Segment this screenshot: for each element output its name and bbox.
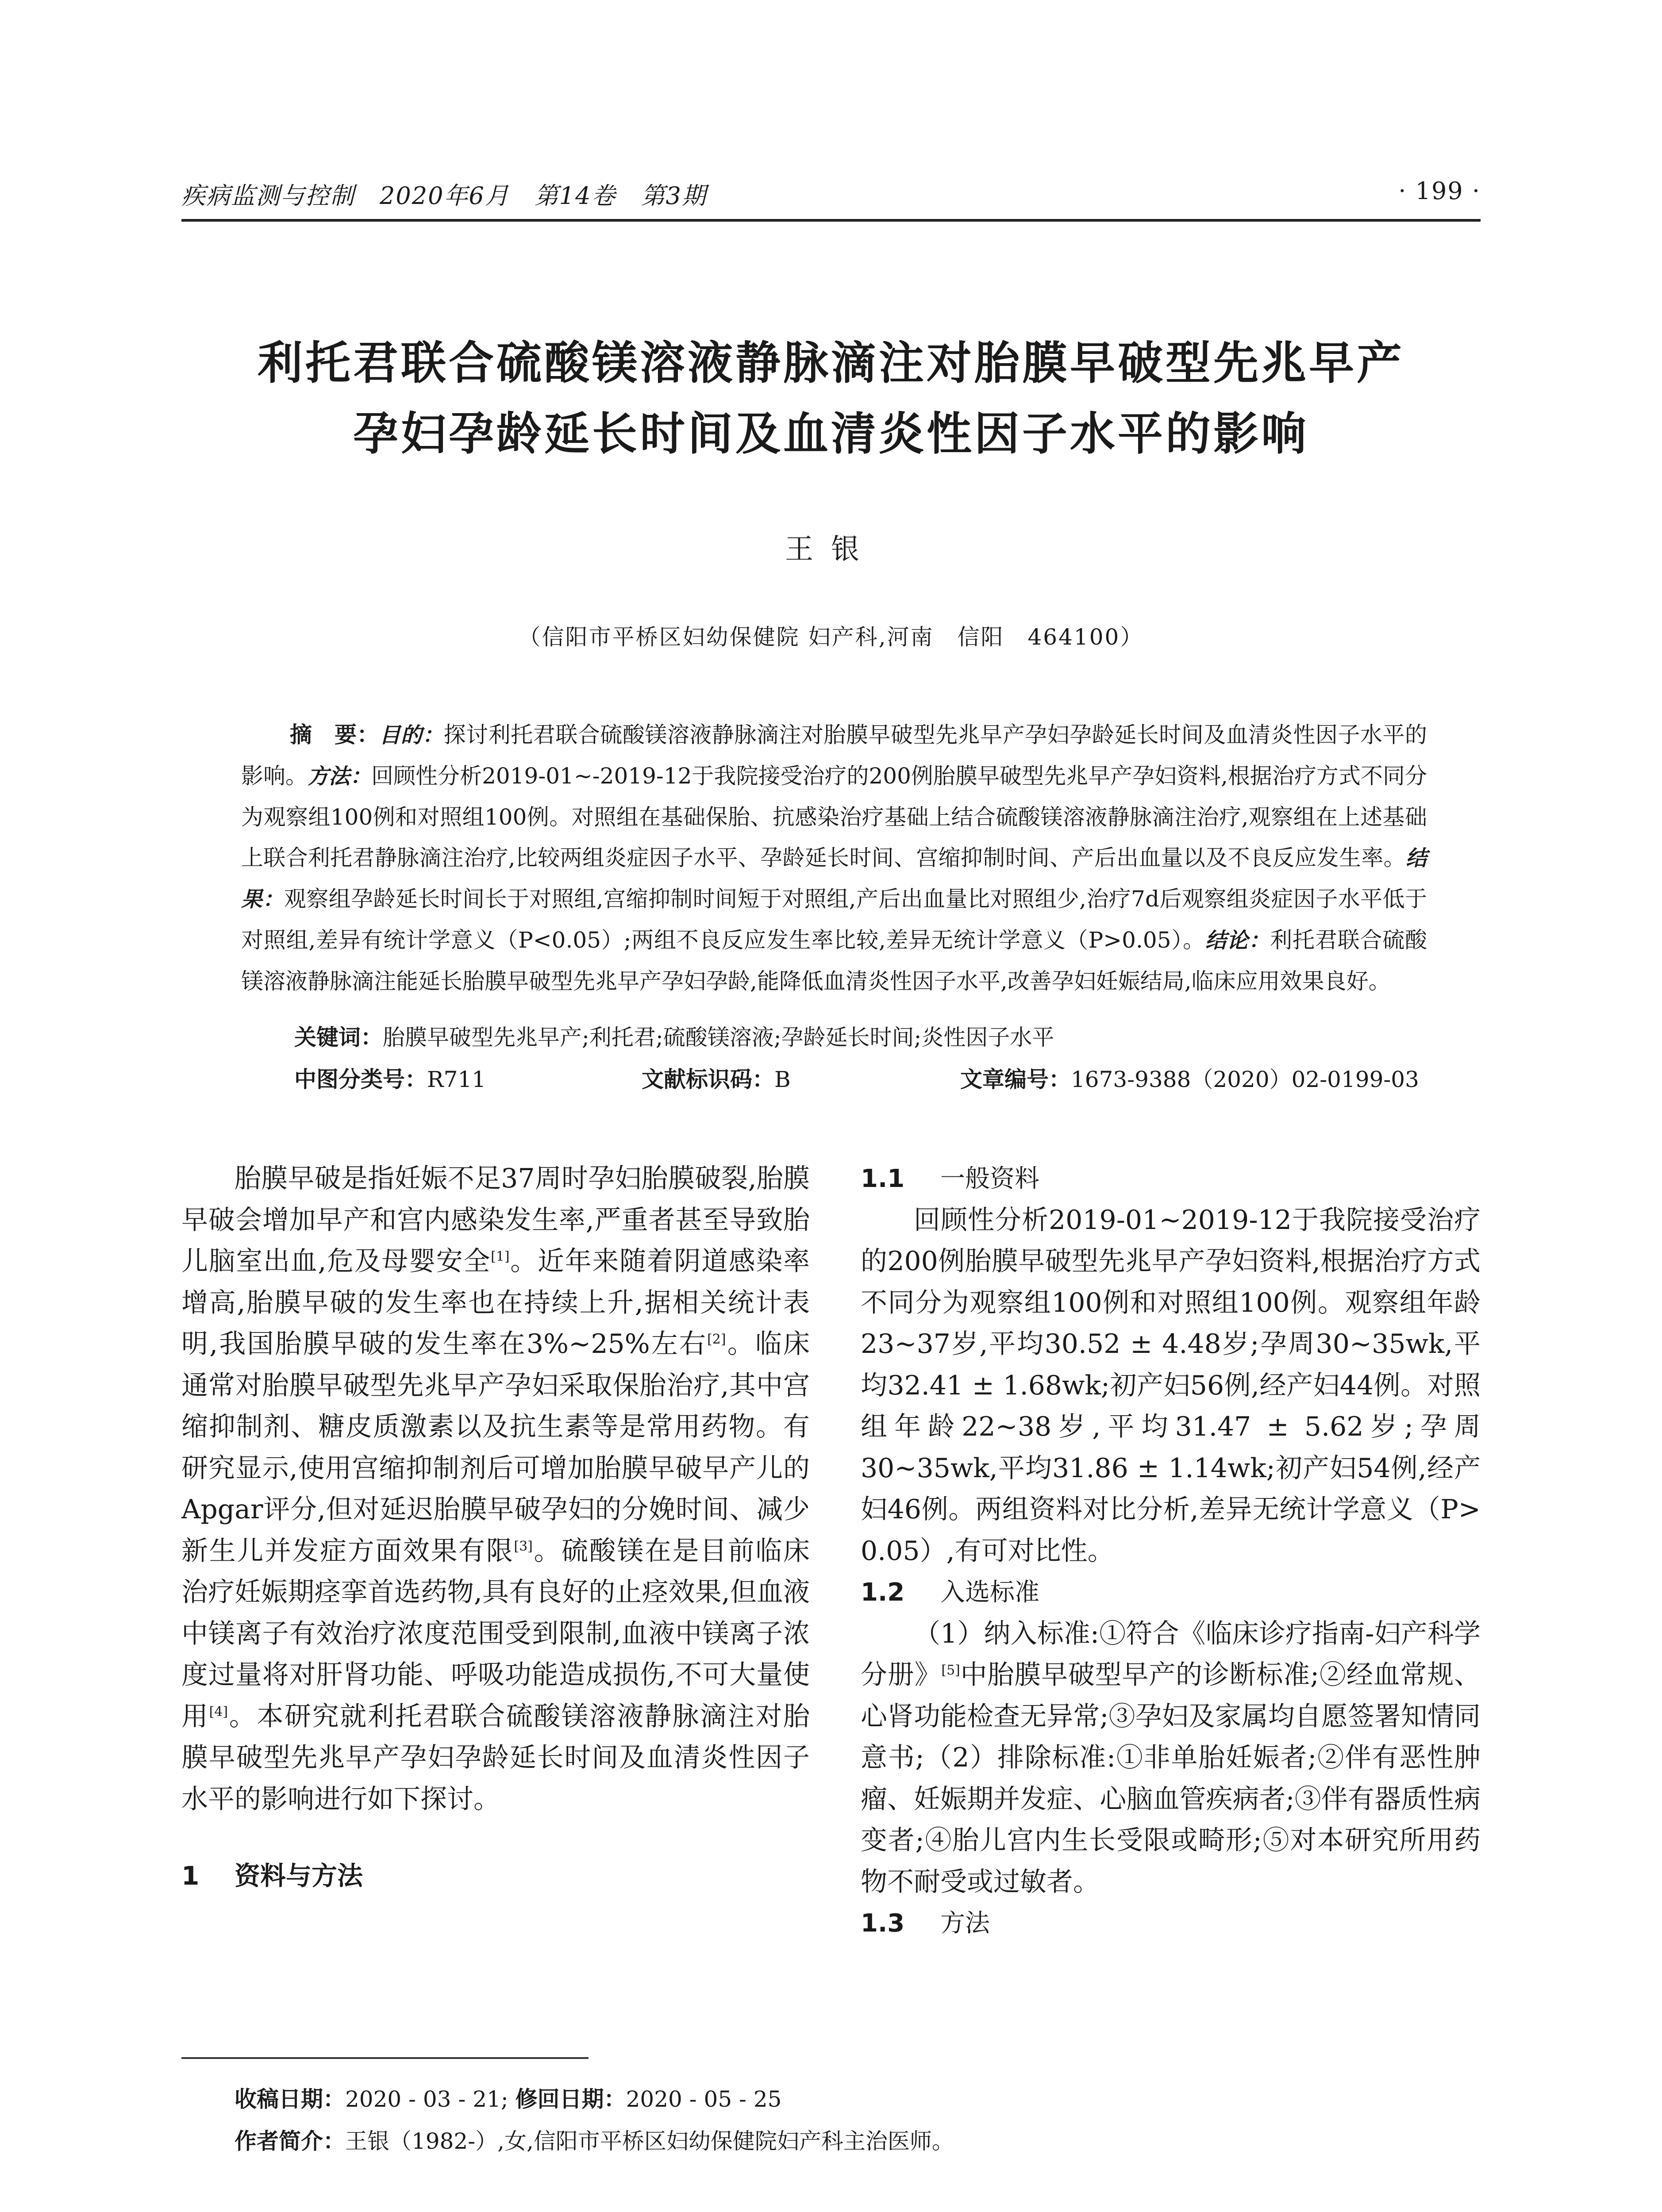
intro-text-5: 。本研究就利托君联合硫酸镁溶液静脉滴注对胎膜早破型先兆早产孕妇孕龄延长时间及血清炎性因子水平的影响进行如下探讨。 <box>181 1701 810 1815</box>
revised-label: 修回日期： <box>515 2086 626 2112</box>
subsection-title: 入选标准 <box>940 1578 1039 1607</box>
keywords-label: 关键词： <box>294 1025 383 1050</box>
intro-text-1: 胎膜早破是指妊娠不足37周时孕妇胎膜破裂,胎膜早破会增加早产和宫内感染发生率,严重者甚至导致胎儿脑室出血,危及母婴安全 <box>181 1163 810 1277</box>
subsection-title: 方法 <box>940 1909 990 1938</box>
purpose-text: 探讨利托君联合硫酸镁溶液静脉滴注对胎膜早破型先兆早产孕妇孕龄延长时间及血清炎性因子水平的影响。 <box>241 722 1427 789</box>
section-heading-1 <box>181 1855 810 1897</box>
doc-code-value: B <box>774 1067 791 1092</box>
citation-1: [1] <box>491 1249 510 1264</box>
article-number <box>960 1062 1419 1094</box>
revised-date: 2020 - 05 - 25 <box>626 2086 782 2112</box>
subsection-number: 1.3 <box>861 1909 905 1938</box>
author-name: 王银 <box>785 533 877 566</box>
criteria-paragraph <box>861 1613 1481 1903</box>
subsection-number: 1.2 <box>861 1578 905 1607</box>
section-number: 1 <box>181 1861 200 1891</box>
header-rule <box>181 219 1481 222</box>
article-number-label: 文章编号： <box>960 1067 1071 1092</box>
conclusion-label: 结论： <box>1205 928 1270 953</box>
criteria-text-1: （1）纳入标准:①符合《临床诊疗指南-妇产科学分册》 <box>861 1618 1481 1690</box>
received-date: 2020 - 03 - 21; <box>345 2086 508 2112</box>
clc-number <box>294 1062 486 1094</box>
general-data-paragraph: 回顾性分析2019-01~2019-12于我院接受治疗的200例胎膜早破型先兆早产孕妇资料,根据治疗方式不同分为观察组100例和对照组100例。观察组年龄23~37岁,平均30.52 ± 4.48岁;孕周30~35wk,平均32.41 ± 1.68wk;初产妇56例,经产妇44例。对照组年龄22~38岁,平均31.47 ± 5.62岁;孕周30~35wk,平均31.86 ± 1.14wk;初产妇54例,经产妇46例。两组资料对比分析,差异无统计学意义（P> 0.05）,有可对比性。 <box>861 1204 1481 1567</box>
criteria-text-2: 中胎膜早破型早产的诊断标准;②经血常规、心肾功能检查无异常;③孕妇及家属均自愿签署知情同意书;（2）排除标准:①非单胎妊娠者;②伴有恶性肿瘤、妊娠期并发症、心脑血管疾病者;③伴有器质性病变者;④胎儿宫内生长受限或畸形;⑤对本研究所用药物不耐受或过敏者。 <box>861 1659 1481 1897</box>
title-line-1: 利托君联合硫酸镁溶液静脉滴注对胎膜早破型先兆早产 <box>258 337 1404 390</box>
method-text: 回顾性分析2019-01~-2019-12于我院接受治疗的200例胎膜早破型先兆早产孕妇资料,根据治疗方式不同分为观察组100例和对照组100例。对照组在基础保胎、抗感染治疗基础上结合硫酸镁溶液静脉滴注治疗,观察组在上述基础上联合利托君静脉滴注治疗,比较两组炎症因子水平、孕龄延长时间、宫缩抑制时间、产后出血量以及不良反应发生率。 <box>241 763 1427 871</box>
article-number-value: 1673-9388（2020）02-0199-03 <box>1071 1067 1419 1092</box>
result-label: 结果： <box>241 846 1427 912</box>
affiliation: （信阳市平桥区妇幼保健院 妇产科,河南 信阳 464100） <box>518 624 1144 650</box>
doc-code-label: 文献标识码： <box>642 1067 774 1092</box>
keywords <box>294 1020 1427 1052</box>
abstract-label: 摘 要： <box>290 722 380 748</box>
result-text: 观察组孕龄延长时间长于对照组,宫缩抑制时间短于对照组,产后出血量比对照组少,治疗7d后观察组炎症因子水平低于对照组,差异有统计学意义（P<0.05）;两组不良反应发生率比较,差异无统计学意义（P>0.05）。 <box>241 886 1427 953</box>
received-label: 收稿日期： <box>235 2086 345 2112</box>
conclusion-text: 利托君联合硫酸镁溶液静脉滴注能延长胎膜早破型先兆早产孕妇孕龄,能降低血清炎性因子水平,改善孕妇妊娠结局,临床应用效果良好。 <box>241 927 1427 994</box>
citation-3: [3] <box>514 1538 533 1554</box>
subsection-number: 1.1 <box>861 1164 905 1193</box>
citation-2: [2] <box>707 1332 726 1347</box>
journal-header: 疾病监测与控制 2020年6月 第14卷 第3期 <box>181 182 707 210</box>
abstract <box>241 714 1427 1002</box>
received-dates <box>235 2081 781 2113</box>
body-right-column <box>861 1158 1481 1944</box>
footnote-rule <box>181 2057 589 2059</box>
intro-text-4: 。硫酸镁在是目前临床治疗妊娠期痉挛首选药物,具有良好的止痉效果,但血液中镁离子有效治疗浓度范围受到限制,血液中镁离子浓度过量将对肝肾功能、呼吸功能造成损伤,不可大量使用 <box>181 1535 810 1732</box>
citation-4: [4] <box>209 1704 228 1720</box>
title-line-2: 孕妇孕龄延长时间及血清炎性因子水平的影响 <box>353 408 1309 461</box>
document-code <box>642 1062 791 1094</box>
citation-5: [5] <box>941 1663 960 1678</box>
intro-paragraph <box>181 1158 810 1820</box>
clc-value: R711 <box>427 1067 486 1092</box>
clc-label: 中图分类号： <box>294 1067 427 1092</box>
method-label: 方法： <box>308 764 372 789</box>
subsection-heading-1-1 <box>861 1158 1481 1200</box>
purpose-label: 目的： <box>379 723 444 748</box>
subsection-heading-1-3 <box>861 1903 1481 1944</box>
bio-text: 王银（1982-）,女,信阳市平桥区妇幼保健院妇产科主治医师。 <box>345 2128 954 2154</box>
author-bio <box>235 2124 954 2155</box>
keywords-text: 胎膜早破型先兆早产;利托君;硫酸镁溶液;孕龄延长时间;炎性因子水平 <box>383 1025 1054 1050</box>
bio-label: 作者简介： <box>235 2128 345 2154</box>
intro-text-3: 。临床通常对胎膜早破型先兆早产孕妇采取保胎治疗,其中宫缩抑制剂、糖皮质激素以及抗生素等是常用药物。有研究显示,使用宫缩抑制剂后可增加胎膜早破早产儿的Apgar评分,但对延迟胎膜早破孕妇的分娩时间、减少新生儿并发症方面效果有限 <box>181 1329 810 1567</box>
page-number: · 199 · <box>1398 177 1481 205</box>
subsection-title: 一般资料 <box>940 1164 1039 1193</box>
intro-text-2: 。近年来随着阴道感染率增高,胎膜早破的发生率也在持续上升,据相关统计表明,我国胎膜早破的发生率在3%~25%左右 <box>181 1246 810 1359</box>
body-left-column <box>181 1158 810 1897</box>
subsection-heading-1-2 <box>861 1572 1481 1613</box>
section-title: 资料与方法 <box>235 1861 363 1891</box>
